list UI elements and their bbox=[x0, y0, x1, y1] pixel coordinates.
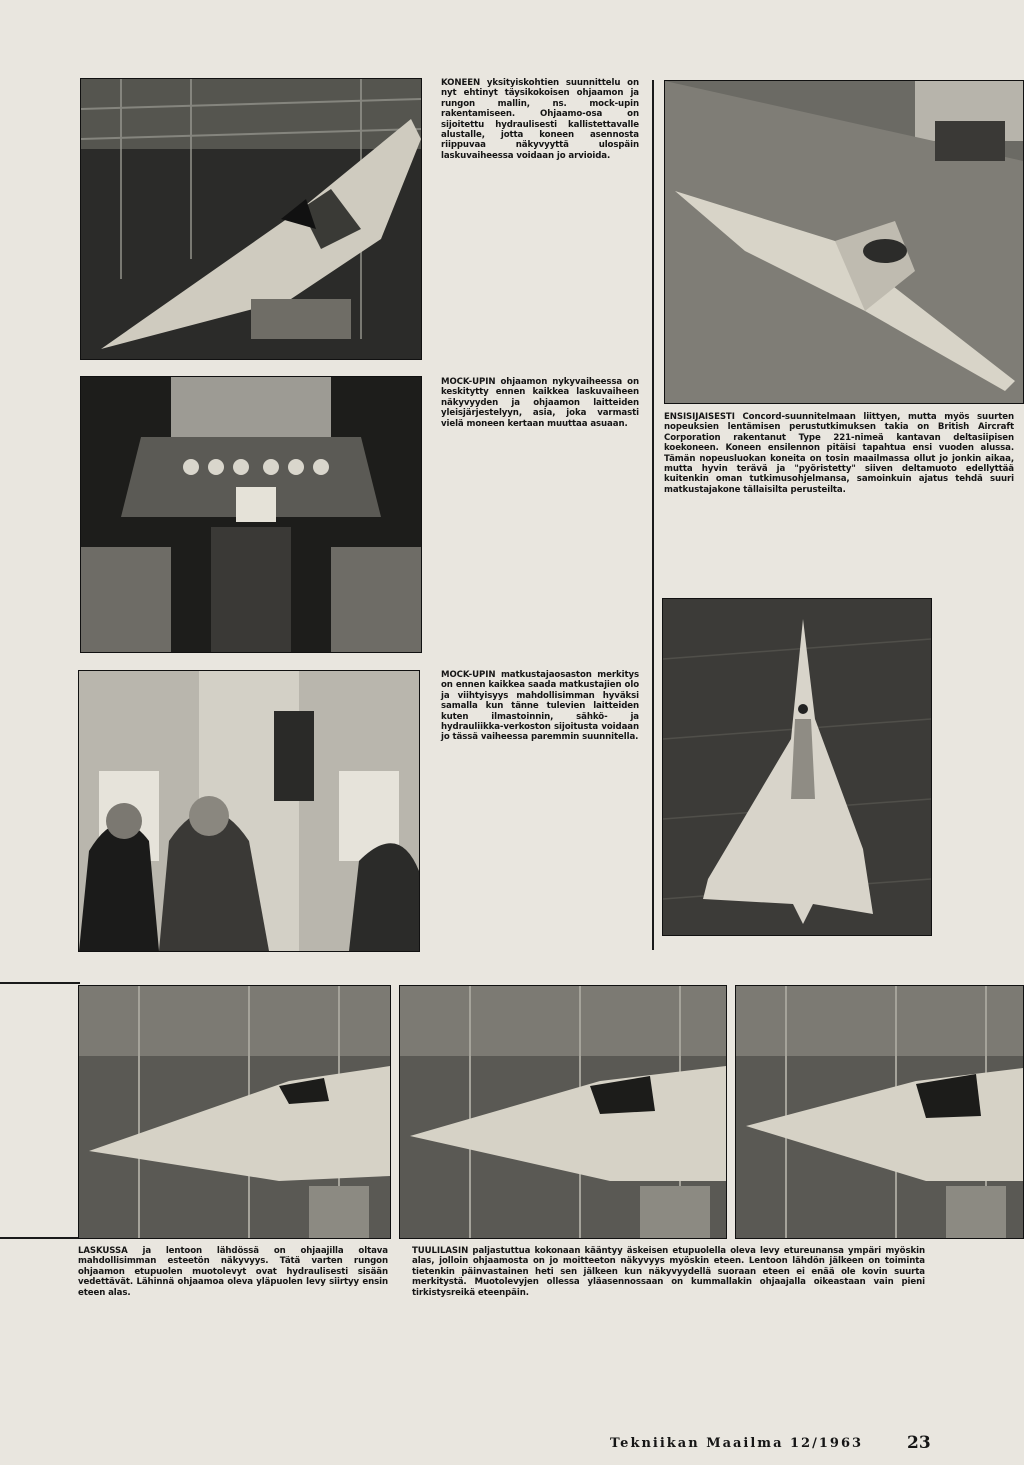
photo-cockpit bbox=[80, 376, 422, 653]
caption-text: ja lentoon lähdössä on ohjaajilla oltava mahdollisimman esteetön näkyvyys. Tätä varten rungon ohjaamon etupuolen muotolevyt ovat hydraulisesti sisään vedettävät. Lähinnä ohjaamoa oleva yläpuolen levy siirtyy ensin eteen alas. bbox=[78, 1246, 388, 1298]
caption-mockup-cockpit bbox=[441, 377, 639, 429]
caption-lead: LASKUSSA bbox=[78, 1246, 128, 1256]
photo-nose-sequence-3 bbox=[735, 985, 1024, 1239]
caption-laskussa bbox=[78, 1246, 388, 1298]
caption-koneen bbox=[441, 78, 639, 161]
magazine-footer: Tekniikan Maailma 12/1963 bbox=[610, 1436, 864, 1451]
caption-text: Concord-suunnitelmaan liittyen, mutta myös suurten nopeuksien lentämisen perustutkimuksen takia on British Aircraft Corporation rakentanut Type 221-nimeä kantavan deltasiipisen koekoneen. Koneen ensilennon pitäisi tapahtua ensi vuoden alussa. Tämän nopeusluokan koneita on tosin maailmassa ollut jo jonkin aikaa, mutta hyvin terävä ja "pyöristetty" siiven deltamuoto edellyttää kuitenkin oman tutkimusohjelmansa, samoinkuin ajatus tehdä suuri matkustajakone tällaisilta perusteilta. bbox=[664, 412, 1014, 495]
caption-lead: KONEEN bbox=[441, 78, 481, 88]
column-divider bbox=[652, 80, 654, 950]
photo-type221-front bbox=[664, 80, 1024, 404]
caption-lead: MOCK-UPIN bbox=[441, 377, 496, 387]
caption-ensisijaisesti bbox=[664, 412, 1014, 495]
caption-tuulilasin bbox=[412, 1246, 925, 1298]
caption-text: ohjaamon nykyvaiheessa on keskitytty ennen kaikkea laskuvaiheen näkyvyyden ja ohjaamon laitteiden yleisjärjestelyyn, asia, joka varmasti vielä moneen kertaan muuttaa asuaan. bbox=[441, 377, 639, 429]
photo-nose-sequence-2 bbox=[399, 985, 727, 1239]
caption-lead: MOCK-UPIN bbox=[441, 670, 496, 680]
photo-nose-sequence-1 bbox=[78, 985, 391, 1239]
caption-text: paljastuttua kokonaan kääntyy äskeisen etupuolella oleva levy etureunansa ympäri myöskin alas, jolloin ohjaamosta on jo moitteeton näkyvyys myöskin eteen. Lentoon lähdön jälkeen on toiminta tietenkin päinvastainen heti sen jälkeen kun näkyvyydellä suoraan eteen ei enää ole kovin suurta merkitystä. Muotolevyjen ollessa yläasennossaan on kummallakin ohjaajalla oikeastaan vain pieni tirkistysreikä eteenpäin. bbox=[412, 1246, 925, 1298]
caption-lead: ENSISIJAISESTI bbox=[664, 412, 735, 422]
photo-hangar-mockup bbox=[80, 78, 422, 360]
caption-mockup-cabin bbox=[441, 670, 639, 743]
page-number: 23 bbox=[907, 1433, 931, 1453]
caption-lead: TUULILASIN bbox=[412, 1246, 469, 1256]
caption-text: matkustajaosaston merkitys on ennen kaikkea saada matkustajien olo ja viihtyisyys mahdollisimman hyväksi samalla kun tänne tulevien laitteiden kuten ilmastoinnin, sähkö- ja hydrauliikka-verkoston sijoitusta voidaan jo tässä vaiheessa paremmin suunnitella. bbox=[441, 670, 639, 743]
sequence-top-rule bbox=[0, 982, 80, 984]
caption-text: yksityiskohtien suunnittelu on nyt ehtinyt täysikokoisen ohjaamon ja rungon mallin, ns. mock-upin rakentamiseen. Ohjaamo-osa on sijoitettu hydraulisesti kallistettavalle alustalle, jotta koneen asennosta riippuvaa näkyvyyttä ulospäin laskuvaiheessa voidaan jo arvioida. bbox=[441, 78, 639, 161]
photo-type221-top bbox=[662, 598, 932, 936]
sequence-bottom-rule bbox=[0, 1237, 80, 1239]
photo-cabin bbox=[78, 670, 420, 952]
